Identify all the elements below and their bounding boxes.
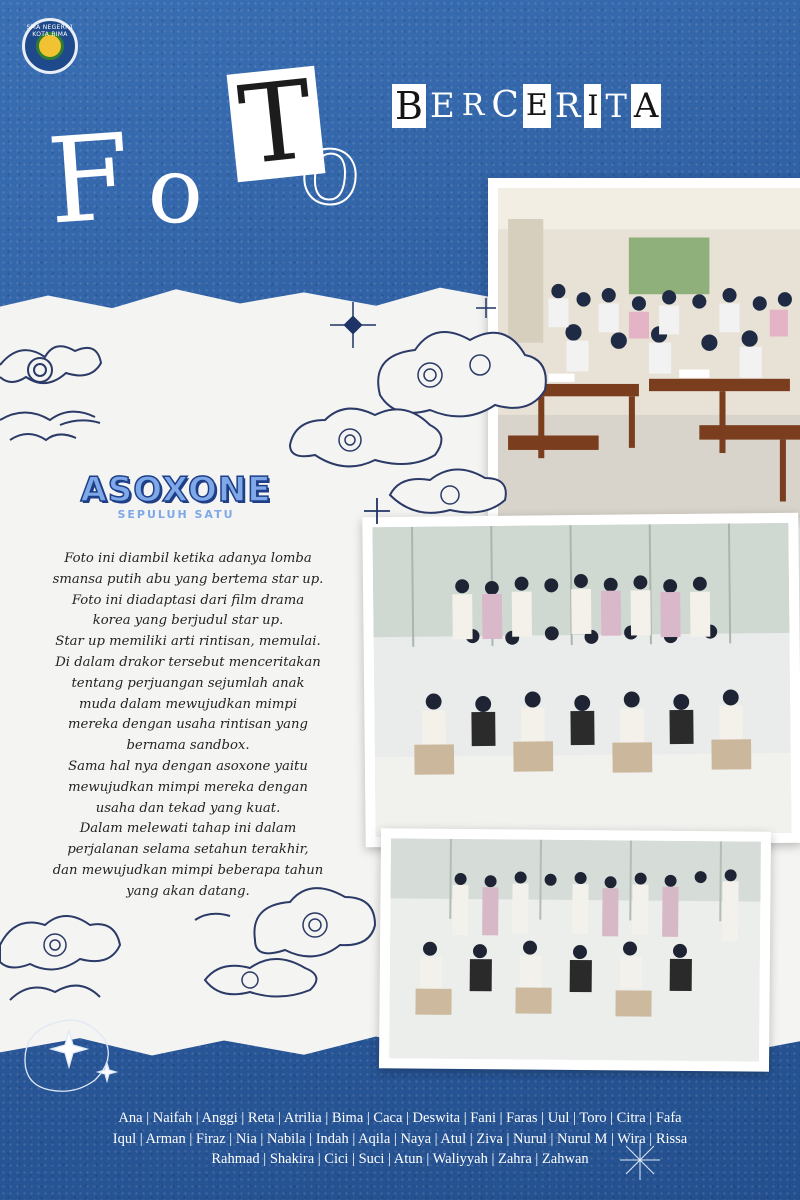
star-icon xyxy=(364,498,390,524)
story-line: Di dalam drakor tersebut menceritakan xyxy=(55,654,321,670)
group-photo-2 xyxy=(379,828,771,1071)
sparkle-icon xyxy=(328,300,378,350)
school-logo xyxy=(22,18,78,74)
title-char: E xyxy=(523,84,551,128)
story-line: mewujudkan mimpi mereka dengan xyxy=(68,779,308,795)
story-line: perjalanan selama setahun terakhir, xyxy=(67,842,309,858)
story-line: Dalam melewati tahap ini dalam xyxy=(79,821,297,837)
names-line: Ana | Naifah | Anggi | Reta | Atrilia | Bima | Caca | Deswita | Fani | Faras | Uul | Toro | Citra | Fafa xyxy=(118,1110,682,1126)
story-line: tentang perjuangan sejumlah anak xyxy=(71,675,305,691)
team-subtitle: SEPULUH SATU xyxy=(117,508,235,521)
story-line: smansa putih abu yang bertema star up. xyxy=(52,571,324,587)
sparkle-icon xyxy=(20,1015,120,1100)
title-char: R xyxy=(461,88,485,123)
story-line: Star up memiliki arti rintisan, memulai. xyxy=(55,634,321,650)
story-line: muda dalam mewujudkan mimpi xyxy=(78,696,298,712)
team-badge xyxy=(66,470,286,521)
story-line: Sama hal nya dengan asoxone yaitu xyxy=(68,758,308,774)
title-char: C xyxy=(491,85,519,126)
names-line: Iqul | Arman | Firaz | Nia | Nabila | Indah | Aqila | Naya | Atul | Ziva | Nurul | Nurul M | Wira | Rissa xyxy=(112,1130,688,1147)
story-line: mereka dengan usaha rintisan yang xyxy=(68,717,308,733)
story-line: Foto ini diadaptasi dari film drama xyxy=(71,592,305,608)
title-char: A xyxy=(631,84,662,128)
title-char: E xyxy=(429,86,455,126)
cloud-swirl-icon xyxy=(0,905,140,1025)
group-photo-1 xyxy=(362,513,800,848)
story-line: bernama sandbox. xyxy=(126,738,250,754)
story-line: yang akan datang. xyxy=(126,883,250,899)
story-line: usaha dan tekad yang kuat. xyxy=(95,800,281,816)
title-letter-o2: o xyxy=(294,106,367,231)
names-line: Rahmad | Shakira | Cici | Suci | Atun | Waliyyah | Zahra | Zahwan xyxy=(211,1151,589,1167)
logo-text: SMA NEGERI 1 KOTA BIMA xyxy=(26,24,74,38)
team-name: ASOXONE xyxy=(80,470,272,510)
title-char: R xyxy=(554,86,581,126)
title-letter-f: F xyxy=(43,107,135,251)
title-letter-o: o xyxy=(145,135,207,246)
story-line: dan mewujudkan mimpi beberapa tahun xyxy=(52,862,324,878)
title-bercerita xyxy=(392,82,661,130)
cloud-swirl-icon xyxy=(0,325,120,465)
cloud-swirl-icon xyxy=(280,315,560,525)
star-icon xyxy=(476,298,496,318)
title-char: I xyxy=(584,84,601,128)
story-text xyxy=(28,549,348,903)
title-char: B xyxy=(392,84,426,128)
title-char: T xyxy=(605,87,627,125)
story-line: korea yang berjudul star up. xyxy=(92,613,284,629)
member-names xyxy=(40,1108,760,1170)
title-letter-t: T xyxy=(227,66,326,183)
story-line: Foto ini diambil ketika adanya lomba xyxy=(64,551,312,566)
